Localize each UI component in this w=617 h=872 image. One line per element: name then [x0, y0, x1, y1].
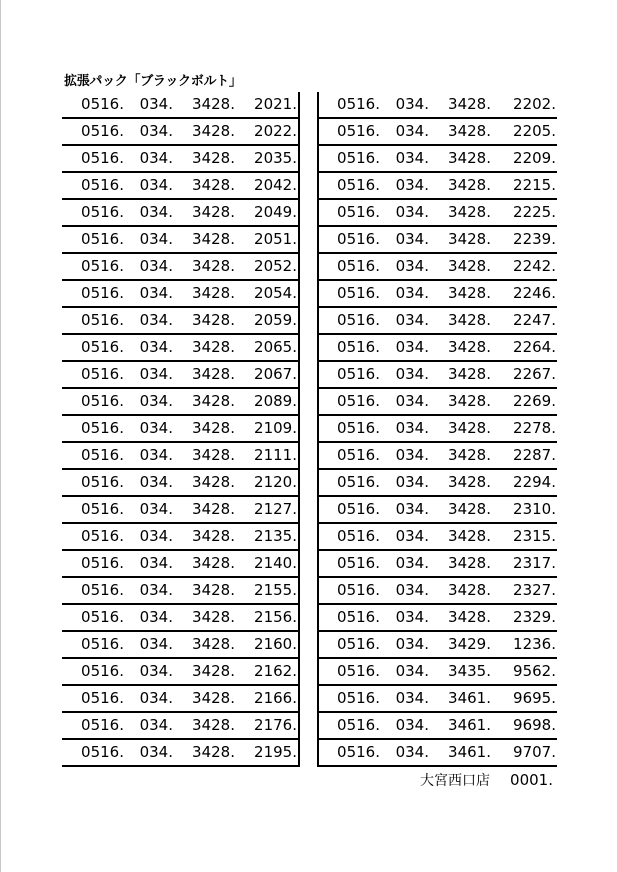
code-segment-1: 0516. [62, 280, 124, 307]
code-segment-3: 3428. [173, 145, 235, 172]
code-segment-1: 0516. [62, 604, 124, 631]
code-segment-3: 3461. [429, 685, 491, 712]
code-segment-2: 034. [124, 523, 173, 550]
code-segment-1: 0516. [62, 523, 124, 550]
code-segment-2: 034. [380, 496, 429, 523]
code-segment-3: 3428. [429, 415, 491, 442]
table-row [62, 280, 299, 307]
code-segment-1: 0516. [62, 388, 124, 415]
code-segment-3: 3428. [429, 388, 491, 415]
table-row [62, 415, 299, 442]
code-segment-4: 2021. [235, 92, 299, 118]
code-segment-3: 3428. [429, 145, 491, 172]
code-segment-4: 2269. [491, 388, 557, 415]
code-segment-3: 3428. [173, 415, 235, 442]
code-segment-1: 0516. [318, 118, 380, 145]
code-segment-3: 3428. [173, 280, 235, 307]
code-segment-2: 034. [124, 415, 173, 442]
table-row [62, 685, 299, 712]
store-name: 大宮西口店 [420, 773, 491, 789]
code-segment-3: 3428. [173, 739, 235, 766]
code-segment-1: 0516. [62, 658, 124, 685]
code-segment-3: 3428. [429, 118, 491, 145]
code-segment-2: 034. [124, 307, 173, 334]
code-segment-1: 0516. [318, 253, 380, 280]
code-segment-2: 034. [380, 118, 429, 145]
code-segment-2: 034. [124, 604, 173, 631]
code-segment-1: 0516. [62, 496, 124, 523]
table-row [318, 685, 557, 712]
code-segment-2: 034. [380, 739, 429, 766]
table-row [318, 658, 557, 685]
code-segment-2: 034. [124, 92, 173, 118]
code-segment-2: 034. [380, 523, 429, 550]
code-segment-4: 2317. [491, 550, 557, 577]
code-segment-4: 2160. [235, 631, 299, 658]
code-segment-2: 034. [380, 226, 429, 253]
table-row [62, 92, 299, 118]
code-segment-1: 0516. [62, 172, 124, 199]
code-segment-2: 034. [380, 442, 429, 469]
code-segment-3: 3428. [173, 631, 235, 658]
store-code: 0001. [510, 771, 553, 789]
code-segment-3: 3428. [173, 361, 235, 388]
code-segment-4: 9698. [491, 712, 557, 739]
code-segment-1: 0516. [318, 92, 380, 118]
table-row [318, 172, 557, 199]
code-segment-3: 3428. [173, 118, 235, 145]
code-segment-2: 034. [124, 118, 173, 145]
code-segment-4: 1236. [491, 631, 557, 658]
code-segment-1: 0516. [318, 685, 380, 712]
code-segment-1: 0516. [318, 226, 380, 253]
code-segment-3: 3428. [173, 712, 235, 739]
code-segment-2: 034. [380, 685, 429, 712]
code-segment-3: 3428. [173, 469, 235, 496]
code-segment-2: 034. [380, 361, 429, 388]
code-segment-4: 2109. [235, 415, 299, 442]
table-row [318, 496, 557, 523]
table-row [318, 415, 557, 442]
code-segment-2: 034. [124, 145, 173, 172]
code-segment-2: 034. [124, 280, 173, 307]
code-segment-3: 3428. [429, 550, 491, 577]
table-row [318, 550, 557, 577]
code-segment-4: 2209. [491, 145, 557, 172]
code-segment-3: 3428. [429, 577, 491, 604]
code-segment-3: 3435. [429, 658, 491, 685]
code-segment-2: 034. [124, 496, 173, 523]
code-segment-3: 3428. [173, 604, 235, 631]
table-row [62, 658, 299, 685]
code-segment-4: 2239. [491, 226, 557, 253]
code-segment-2: 034. [124, 442, 173, 469]
table-row [318, 226, 557, 253]
code-segment-1: 0516. [62, 226, 124, 253]
code-segment-3: 3428. [429, 280, 491, 307]
code-segment-4: 2127. [235, 496, 299, 523]
code-segment-2: 034. [124, 388, 173, 415]
table-row [318, 253, 557, 280]
code-segment-3: 3428. [173, 172, 235, 199]
table-row [62, 604, 299, 631]
table-row [318, 280, 557, 307]
code-segment-3: 3428. [173, 307, 235, 334]
code-segment-2: 034. [380, 307, 429, 334]
code-segment-1: 0516. [62, 307, 124, 334]
table-row [62, 118, 299, 145]
table-row [62, 523, 299, 550]
table-row [62, 631, 299, 658]
table-row [62, 199, 299, 226]
code-segment-3: 3428. [173, 550, 235, 577]
code-segment-2: 034. [380, 199, 429, 226]
code-segment-4: 2089. [235, 388, 299, 415]
table-row [62, 361, 299, 388]
code-segment-1: 0516. [62, 550, 124, 577]
code-segment-1: 0516. [318, 739, 380, 766]
table-row [318, 307, 557, 334]
code-segment-3: 3428. [429, 496, 491, 523]
code-segment-2: 034. [380, 172, 429, 199]
code-segment-1: 0516. [318, 145, 380, 172]
code-segment-3: 3428. [429, 334, 491, 361]
code-segment-3: 3428. [429, 172, 491, 199]
code-segment-3: 3428. [173, 442, 235, 469]
table-row [318, 442, 557, 469]
table-row [318, 334, 557, 361]
code-segment-4: 2205. [491, 118, 557, 145]
code-segment-1: 0516. [62, 334, 124, 361]
table-row [318, 145, 557, 172]
code-segment-1: 0516. [318, 712, 380, 739]
table-row [62, 145, 299, 172]
code-segment-4: 2310. [491, 496, 557, 523]
code-segment-4: 2135. [235, 523, 299, 550]
code-segment-2: 034. [124, 226, 173, 253]
table-row [318, 712, 557, 739]
code-segment-1: 0516. [62, 253, 124, 280]
code-segment-2: 034. [380, 92, 429, 118]
code-segment-3: 3428. [429, 361, 491, 388]
table-row [62, 388, 299, 415]
code-segment-2: 034. [124, 334, 173, 361]
code-segment-2: 034. [124, 199, 173, 226]
code-segment-1: 0516. [62, 145, 124, 172]
code-segment-2: 034. [380, 280, 429, 307]
code-segment-4: 9695. [491, 685, 557, 712]
code-segment-1: 0516. [62, 577, 124, 604]
code-segment-4: 2065. [235, 334, 299, 361]
document-title: 拡張パック「ブラックボルト」 [64, 74, 242, 89]
code-segment-3: 3428. [173, 388, 235, 415]
code-segment-4: 2327. [491, 577, 557, 604]
table-row [62, 577, 299, 604]
table-row [62, 712, 299, 739]
table-row [318, 577, 557, 604]
code-segment-1: 0516. [62, 739, 124, 766]
code-table-left [62, 92, 300, 767]
code-segment-4: 9707. [491, 739, 557, 766]
table-row [318, 739, 557, 766]
code-segment-4: 2225. [491, 199, 557, 226]
code-segment-2: 034. [124, 739, 173, 766]
code-segment-2: 034. [124, 712, 173, 739]
code-segment-4: 2155. [235, 577, 299, 604]
code-segment-1: 0516. [318, 442, 380, 469]
table-row [62, 550, 299, 577]
code-segment-2: 034. [380, 253, 429, 280]
code-segment-1: 0516. [62, 199, 124, 226]
code-segment-1: 0516. [318, 550, 380, 577]
code-segment-3: 3428. [429, 307, 491, 334]
code-segment-1: 0516. [318, 604, 380, 631]
code-segment-4: 2294. [491, 469, 557, 496]
code-segment-1: 0516. [62, 415, 124, 442]
code-segment-4: 2267. [491, 361, 557, 388]
code-table-right [317, 92, 557, 767]
code-segment-1: 0516. [62, 118, 124, 145]
code-segment-4: 2264. [491, 334, 557, 361]
code-segment-1: 0516. [62, 442, 124, 469]
code-segment-3: 3461. [429, 739, 491, 766]
code-segment-4: 2140. [235, 550, 299, 577]
table-row [318, 361, 557, 388]
code-segment-4: 2162. [235, 658, 299, 685]
code-segment-4: 2329. [491, 604, 557, 631]
code-segment-4: 2035. [235, 145, 299, 172]
code-segment-3: 3428. [429, 604, 491, 631]
table-row [62, 469, 299, 496]
code-segment-4: 2052. [235, 253, 299, 280]
code-segment-1: 0516. [318, 388, 380, 415]
code-segment-4: 2049. [235, 199, 299, 226]
code-segment-3: 3428. [173, 496, 235, 523]
code-segment-4: 2215. [491, 172, 557, 199]
code-segment-2: 034. [124, 253, 173, 280]
code-segment-3: 3428. [173, 226, 235, 253]
code-segment-1: 0516. [62, 92, 124, 118]
code-segment-2: 034. [380, 712, 429, 739]
table-row [62, 307, 299, 334]
code-segment-4: 2247. [491, 307, 557, 334]
code-segment-3: 3428. [173, 199, 235, 226]
code-segment-1: 0516. [62, 631, 124, 658]
code-segment-3: 3428. [173, 253, 235, 280]
table-row [62, 496, 299, 523]
code-segment-1: 0516. [318, 199, 380, 226]
code-segment-1: 0516. [318, 280, 380, 307]
code-segment-2: 034. [124, 550, 173, 577]
code-segment-2: 034. [380, 577, 429, 604]
code-segment-1: 0516. [62, 712, 124, 739]
code-segment-2: 034. [124, 658, 173, 685]
code-segment-2: 034. [124, 172, 173, 199]
code-segment-3: 3428. [429, 199, 491, 226]
code-segment-4: 2176. [235, 712, 299, 739]
table-row [318, 631, 557, 658]
code-segment-1: 0516. [62, 361, 124, 388]
code-segment-3: 3428. [173, 577, 235, 604]
code-segment-4: 2054. [235, 280, 299, 307]
code-segment-3: 3428. [429, 92, 491, 118]
code-segment-2: 034. [380, 604, 429, 631]
code-segment-2: 034. [380, 415, 429, 442]
code-segment-1: 0516. [318, 658, 380, 685]
code-segment-1: 0516. [318, 577, 380, 604]
code-segment-4: 2059. [235, 307, 299, 334]
code-segment-2: 034. [124, 685, 173, 712]
code-segment-1: 0516. [318, 523, 380, 550]
code-segment-4: 2067. [235, 361, 299, 388]
code-segment-1: 0516. [318, 496, 380, 523]
code-segment-1: 0516. [62, 469, 124, 496]
table-row [62, 334, 299, 361]
code-segment-1: 0516. [318, 172, 380, 199]
code-segment-4: 2287. [491, 442, 557, 469]
table-row [62, 739, 299, 766]
code-segment-4: 2242. [491, 253, 557, 280]
code-segment-1: 0516. [318, 307, 380, 334]
code-segment-3: 3428. [429, 523, 491, 550]
table-row [318, 199, 557, 226]
code-segment-3: 3428. [429, 469, 491, 496]
code-segment-3: 3428. [173, 334, 235, 361]
code-segment-2: 034. [380, 334, 429, 361]
code-segment-3: 3428. [173, 92, 235, 118]
code-segment-4: 2195. [235, 739, 299, 766]
code-segment-4: 2120. [235, 469, 299, 496]
code-segment-3: 3428. [173, 685, 235, 712]
code-segment-2: 034. [380, 631, 429, 658]
table-row [318, 388, 557, 415]
table-row [62, 253, 299, 280]
code-segment-4: 2051. [235, 226, 299, 253]
code-segment-1: 0516. [318, 334, 380, 361]
code-segment-4: 2042. [235, 172, 299, 199]
store-footer [420, 770, 553, 790]
code-segment-2: 034. [380, 658, 429, 685]
code-segment-3: 3461. [429, 712, 491, 739]
code-segment-3: 3429. [429, 631, 491, 658]
code-segment-4: 2111. [235, 442, 299, 469]
code-segment-2: 034. [124, 631, 173, 658]
code-segment-3: 3428. [173, 658, 235, 685]
code-segment-4: 9562. [491, 658, 557, 685]
code-segment-4: 2315. [491, 523, 557, 550]
table-row [62, 172, 299, 199]
code-segment-1: 0516. [318, 631, 380, 658]
table-row [62, 226, 299, 253]
code-segment-3: 3428. [429, 226, 491, 253]
code-segment-3: 3428. [429, 442, 491, 469]
code-segment-1: 0516. [62, 685, 124, 712]
code-segment-2: 034. [380, 388, 429, 415]
table-row [62, 442, 299, 469]
table-row [318, 523, 557, 550]
table-row [318, 92, 557, 118]
code-segment-4: 2278. [491, 415, 557, 442]
code-segment-3: 3428. [173, 523, 235, 550]
code-segment-1: 0516. [318, 361, 380, 388]
code-segment-2: 034. [380, 145, 429, 172]
code-segment-1: 0516. [318, 469, 380, 496]
code-segment-3: 3428. [429, 253, 491, 280]
code-segment-2: 034. [124, 577, 173, 604]
code-segment-4: 2246. [491, 280, 557, 307]
code-segment-2: 034. [380, 550, 429, 577]
table-row [318, 118, 557, 145]
code-segment-4: 2166. [235, 685, 299, 712]
code-segment-2: 034. [124, 469, 173, 496]
code-segment-4: 2022. [235, 118, 299, 145]
code-segment-4: 2202. [491, 92, 557, 118]
code-segment-4: 2156. [235, 604, 299, 631]
table-row [318, 604, 557, 631]
code-segment-1: 0516. [318, 415, 380, 442]
table-row [318, 469, 557, 496]
page-edge-line [0, 0, 1, 872]
code-segment-2: 034. [124, 361, 173, 388]
code-segment-2: 034. [380, 469, 429, 496]
